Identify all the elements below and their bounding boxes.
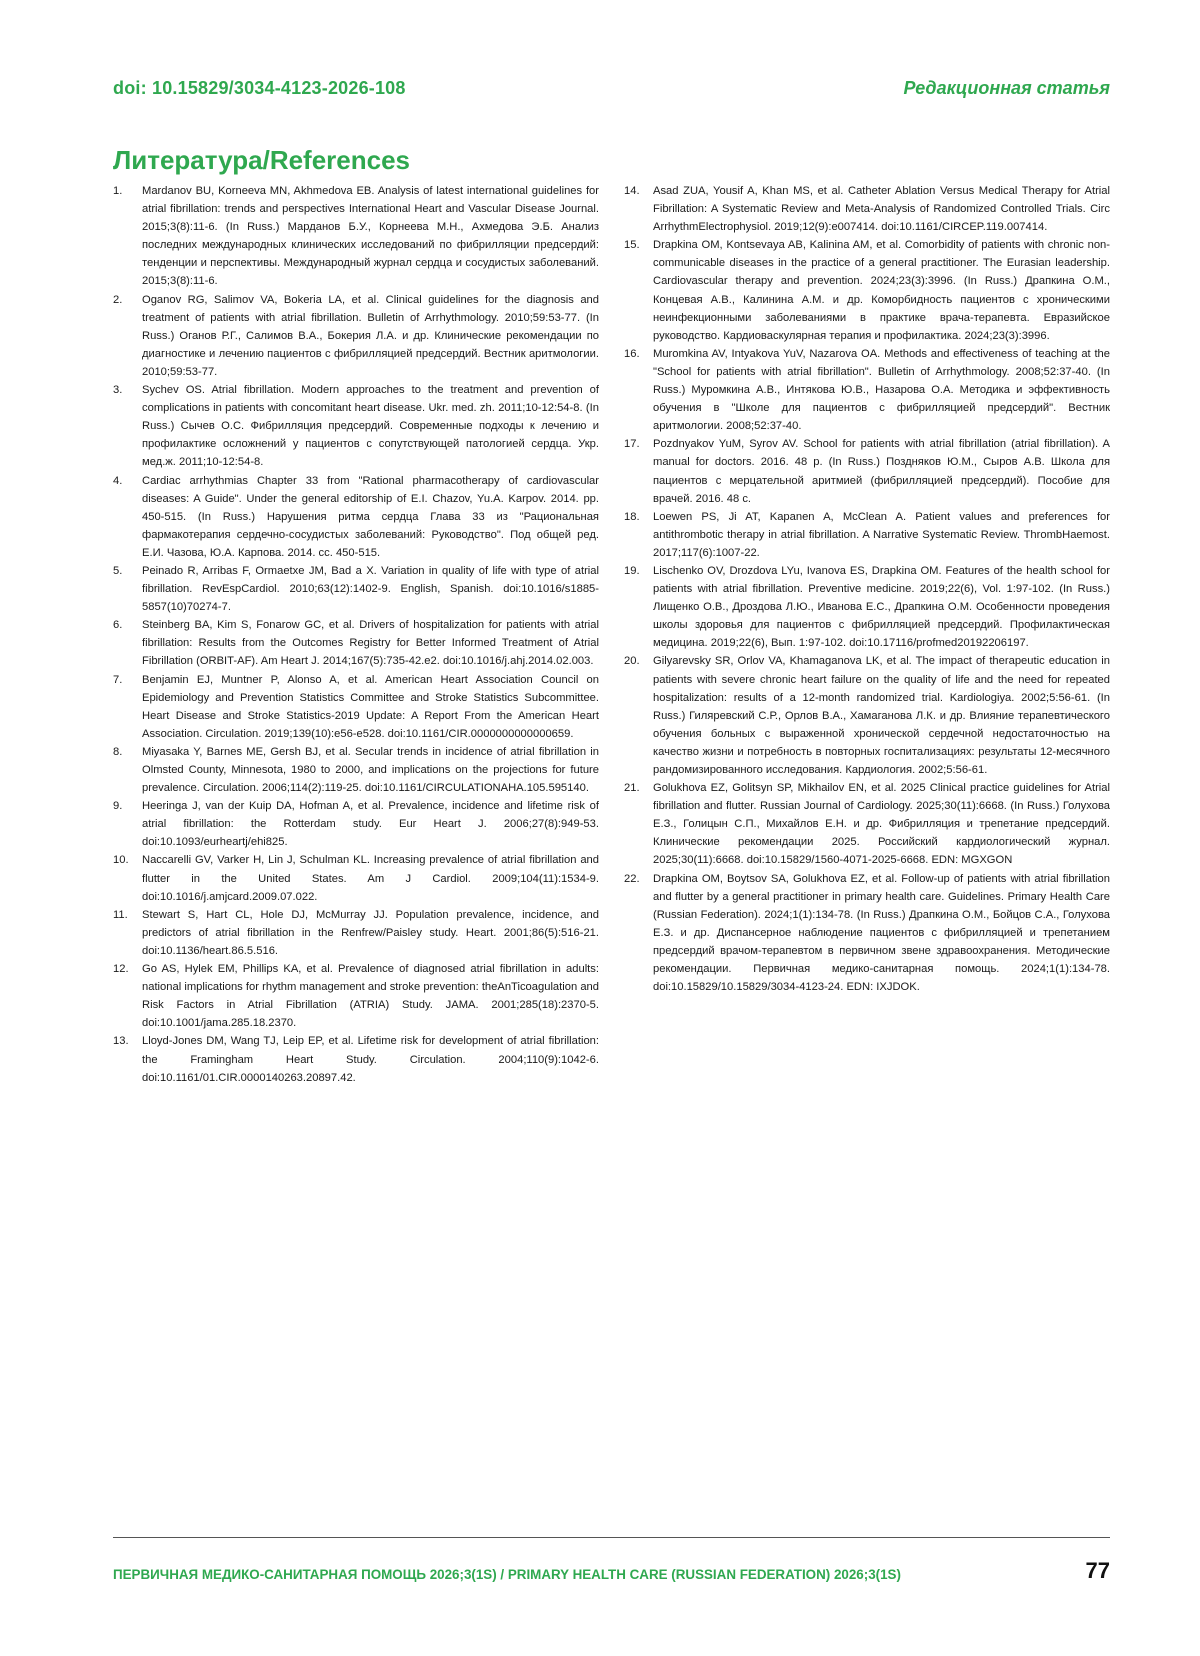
reference-item <box>113 960 599 1032</box>
reference-number: 11. <box>113 908 128 921</box>
reference-item <box>113 671 599 743</box>
reference-item <box>624 182 1110 236</box>
reference-number: 10. <box>113 854 129 867</box>
reference-text: Loewen PS, Ji AT, Kapanen A, McClean A. Patient values and preferences for antithrombotic therapy in atrial fibrillation. A Narrative Systematic Review. ThrombHaemost. 2017;117(6):1007-22. <box>653 510 1110 559</box>
reference-text: Gilyarevsky SR, Orlov VA, Khamaganova LK, et al. The impact of therapeutic education in patients with severe chronic heart failure on the quality of life and the need for repeated hospitalization: results of a 12-month randomized trial. Kardiologiya. 2002;5:56-61. (In Russ.) Гиляревский С.Р., Орлов В.А., Хамаганова Л.К. и др. Влияние терапевтического обучения больных с выраженной хронической сердечной недостаточностью на качество жизни и потребность в повторных госпитализациях: результаты 12-месячного рандомизированного исследования. Кардиология. 2002;5:56-61. <box>653 655 1110 776</box>
section-label: Редакционная статья <box>903 78 1110 98</box>
reference-item <box>113 1032 599 1086</box>
reference-item <box>624 562 1110 652</box>
page-number: 77 <box>1085 1558 1110 1583</box>
reference-text: Miyasaka Y, Barnes ME, Gersh BJ, et al. Secular trends in incidence of atrial fibrillation in Olmsted County, Minnesota, 1980 to 2000, and implications on the projections for future prevalence. Circulation. 2006;114(2):119-25. doi:10.1161/CIRCULATIONAHA.105.595140. <box>142 745 599 795</box>
reference-number: 14. <box>624 185 640 197</box>
reference-text: Peinado R, Arribas F, Ormaetxe JM, Bad a X. Variation in quality of life with type of atrial fibrillation. RevEspCardiol. 2010;63(12):1402-9. English, Spanish. doi:10.1016/s1885-5857(10)70274-7. <box>142 564 599 614</box>
reference-item <box>113 472 599 562</box>
reference-number: 19. <box>624 564 640 577</box>
reference-list-right <box>624 182 1110 996</box>
reference-text: Steinberg BA, Kim S, Fonarow GC, et al. Drivers of hospitalization for patients with atrial fibrillation: Results from the Outcomes Registry for Better Informed Treatment of Atrial Fibrillation (ORBIT-AF). Am Heart J. 2014;167(5):735-42.e2. doi:10.1016/j.ahj.2014.02.003. <box>142 619 599 668</box>
reference-number: 18. <box>624 510 640 523</box>
reference-text: Drapkina OM, Kontsevaya AB, Kalinina AM, et al. Comorbidity of patients with chronic non-communicable diseases in the practice of a general practitioner. The Eurasian leadership. Cardiovascular therapy and prevention. 2024;23(3):3996. (In Russ.) Драпкина О.М., Концевая А.В., Калинина А.М. и др. Коморбидность пациентов с хроническими неинфекционными заболеваниями в практике врача-терапевта. Евразийское руководство. Кардиоваскулярная терапия и профилактика. 2024;23(3):3996. <box>653 239 1110 342</box>
reference-number: 20. <box>624 655 640 668</box>
reference-item <box>113 182 599 291</box>
reference-text: Muromkina AV, Intyakova YuV, Nazarova OA. Methods and effectiveness of teaching at the "School for patients with atrial fibrillation". Bulletin of Arrhythmology. 2008;52:37-40. (In Russ.) Муромкина А.В., Интякова Ю.В., Назарова О.А. Методика и эффективность обучения в "Школе для пациентов с фибрилляцией предсердий". Вестник аритмологии. 2008;52:37-40. <box>653 347 1110 433</box>
reference-text: Go AS, Hylek EM, Phillips KA, et al. Prevalence of diagnosed atrial fibrillation in adults: national implications for rhythm management and stroke prevention: theAnTicoagulation and Risk Factors in Atrial Fibrillation (ATRIA) Study. JAMA. 2001;285(18):2370-5. doi:10.1001/jama.285.18.2370. <box>142 963 599 1030</box>
reference-number: 16. <box>624 347 640 360</box>
reference-item <box>113 616 599 670</box>
reference-text: Lischenko OV, Drozdova LYu, Ivanova ES, Drapkina OM. Features of the health school for patients with atrial fibrillation. Preventive medicine. 2019;22(6), Vol. 1:97-102. (In Russ.) Лищенко О.В., Дроздова Л.Ю., Иванова Е.С., Драпкина О.М. Особенности проведения школы здоровья для пациентов с фибрилляцией предсердий. Профилактическая медицина. 2019;22(6), Вып. 1:97-102. doi:10.17116/profmed20192206197. <box>653 564 1110 650</box>
reference-number: 6. <box>113 619 123 632</box>
reference-item <box>624 345 1110 435</box>
reference-number: 9. <box>113 800 123 813</box>
reference-item <box>624 435 1110 507</box>
references-heading: Литература/References <box>113 145 411 175</box>
reference-number: 7. <box>113 673 123 686</box>
reference-item <box>624 779 1110 869</box>
reference-text: Naccarelli GV, Varker H, Lin J, Schulman KL. Increasing prevalence of atrial fibrillation and flutter in the United States. Am J Cardiol. 2009;104(11):1534-9. doi:10.1016/j.amjcard.2009.07.022. <box>142 854 599 903</box>
reference-item <box>624 236 1110 345</box>
reference-number: 2. <box>113 293 123 306</box>
journal-footer: ПЕРВИЧНАЯ МЕДИКО-САНИТАРНАЯ ПОМОЩЬ 2026;3(1S) / PRIMARY HEALTH CARE (RUSSIAN FEDERATION) 2026;3(1S) <box>113 1567 901 1582</box>
footer-divider <box>113 1537 1110 1538</box>
reference-item <box>113 797 599 851</box>
page-header <box>113 78 1110 104</box>
reference-text: Lloyd-Jones DM, Wang TJ, Leip EP, et al. Lifetime risk for development of atrial fibrillation: the Framingham Heart Study. Circulation. 2004;110(9):1042-6. doi:10.1161/01.CIR.0000140263.20897.42. <box>142 1035 599 1084</box>
references-column-left <box>113 182 599 1087</box>
reference-text: Pozdnyakov YuM, Syrov AV. School for patients with atrial fibrillation (atrial fibrillation). A manual for doctors. 2016. 48 p. (In Russ.) Поздняков Ю.М., Сыров А.В. Школа для пациентов с мерцательной аритмией (фибрилляцией предсердий). Пособие для врачей. 2016. 48 с. <box>653 438 1110 505</box>
reference-number: 17. <box>624 438 640 451</box>
reference-number: 21. <box>624 782 640 795</box>
reference-list-left <box>113 182 599 1087</box>
reference-number: 15. <box>624 239 640 252</box>
reference-item <box>113 906 599 960</box>
reference-text: Asad ZUA, Yousif A, Khan MS, et al. Catheter Ablation Versus Medical Therapy for Atrial Fibrillation: A Systematic Review and Meta-Analysis of Randomized Controlled Trials. Circ ArrhythmElectrophysiol. 2019;12(9):e007414. doi:10.1161/CIRCEP.119.007414. <box>653 185 1110 234</box>
reference-text: Stewart S, Hart CL, Hole DJ, McMurray JJ. Population prevalence, incidence, and predictors of atrial fibrillation in the Renfrew/Paisley study. Heart. 2001;86(5):516-21. doi:10.1136/heart.86.5.516. <box>142 908 599 957</box>
reference-number: 5. <box>113 564 123 577</box>
reference-number: 8. <box>113 745 123 758</box>
reference-number: 22. <box>624 872 640 885</box>
reference-text: Cardiac arrhythmias Chapter 33 from "Rational pharmacotherapy of cardiovascular diseases: A Guide". Under the general editorship of E.I. Chazov, Yu.A. Karpov. 2014. pp. 450-515. (In Russ.) Нарушения ритма сердца Глава 33 из "Рациональная фармакотерапия сердечно-сосудистых заболеваний: Руководство". Под общей ред. Е.И. Чазова, Ю.А. Карпова. 2014. сс. 450-515. <box>142 474 599 559</box>
doi-link[interactable]: doi: 10.15829/3034-4123-2026-108 <box>113 78 406 98</box>
reference-item <box>624 652 1110 779</box>
reference-number: 1. <box>113 185 123 197</box>
reference-item <box>113 562 599 616</box>
reference-item <box>113 743 599 797</box>
reference-text: Mardanov BU, Korneeva MN, Akhmedova EB. Analysis of latest international guidelines for atrial fibrillation: trends and perspectives International Heart and Vascular Disease Journal. 2015;3(8):11-6. (In Russ.) Марданов Б.У., Корнеева М.Н., Ахмедова Э.Б. Анализ последних международных клинических исследований по фибрилляции предсердий: тенденции и перспективы. Международный журнал сердца и сосудистых заболеваний. 2015;3(8):11-6. <box>142 185 599 288</box>
reference-item <box>624 508 1110 562</box>
reference-number: 3. <box>113 384 123 397</box>
reference-text: Sychev OS. Atrial fibrillation. Modern approaches to the treatment and prevention of complications in patients with concomitant heart disease. Ukr. med. zh. 2011;10-12:54-8. (In Russ.) Сычев О.С. Фибрилляция предсердий. Современные подходы к лечению и профилактике осложнений у пациентов с сопутствующей патологией сердца. Укр. мед.ж. 2011;10-12:54-8. <box>142 384 599 469</box>
reference-item <box>113 291 599 381</box>
reference-item <box>113 851 599 905</box>
reference-item <box>624 870 1110 997</box>
reference-item <box>113 381 599 471</box>
references-column-right <box>624 182 1110 996</box>
reference-text: Drapkina OM, Boytsov SA, Golukhova EZ, et al. Follow-up of patients with atrial fibrillation and flutter by a general practitioner in primary health care. Guidelines. Primary Health Care (Russian Federation). 2024;1(1):134-78. (In Russ.) Драпкина О.М., Бойцов С.А., Голухова Е.З. и др. Диспансерное наблюдение пациентов с фибрилляцией и трепетанием предсердий врачом-терапевтом в первичном звене здравоохранения. Методические рекомендации. Первичная медико-санитарная помощь. 2024;1(1):134-78. doi:10.15829/10.15829/3034-4123-24. EDN: IXJDOK. <box>653 872 1110 994</box>
reference-number: 4. <box>113 474 123 487</box>
reference-text: Heeringa J, van der Kuip DA, Hofman A, et al. Prevalence, incidence and lifetime risk of atrial fibrillation: the Rotterdam study. Eur Heart J. 2006;27(8):949-53. doi:10.1093/eurheartj/ehi825. <box>142 800 599 849</box>
reference-number: 13. <box>113 1035 129 1048</box>
reference-number: 12. <box>113 963 129 976</box>
reference-text: Benjamin EJ, Muntner P, Alonso A, et al. American Heart Association Council on Epidemiology and Prevention Statistics Committee and Stroke Statistics Subcommittee. Heart Disease and Stroke Statistics-2019 Update: A Report From the American Heart Association. Circulation. 2019;139(10):e56-e528. doi:10.1161/CIR.0000000000000659. <box>142 673 599 740</box>
reference-text: Oganov RG, Salimov VA, Bokeria LA, et al. Clinical guidelines for the diagnosis and treatment of patients with atrial fibrillation. Bulletin of Arrhythmology. 2010;59:53-77. (In Russ.) Оганов Р.Г., Салимов В.А., Бокерия Л.А. и др. Клинические рекомендации по диагностике и лечению пациентов с фибрилляцией предсердий. Вестник аритмологии. 2010;59:53-77. <box>142 293 599 378</box>
reference-text: Golukhova EZ, Golitsyn SP, Mikhailov EN, et al. 2025 Clinical practice guidelines for Atrial fibrillation and flutter. Russian Journal of Cardiology. 2025;30(11):6668. (In Russ.) Голухова Е.З., Голицын С.П., Михайлов Е.Н. и др. Фибрилляция и трепетание предсердий. Клинические рекомендации 2025. Российский кардиологический журнал. 2025;30(11):6668. doi:10.15829/1560-4071-2025-6668. EDN: MGXGON <box>653 782 1110 867</box>
